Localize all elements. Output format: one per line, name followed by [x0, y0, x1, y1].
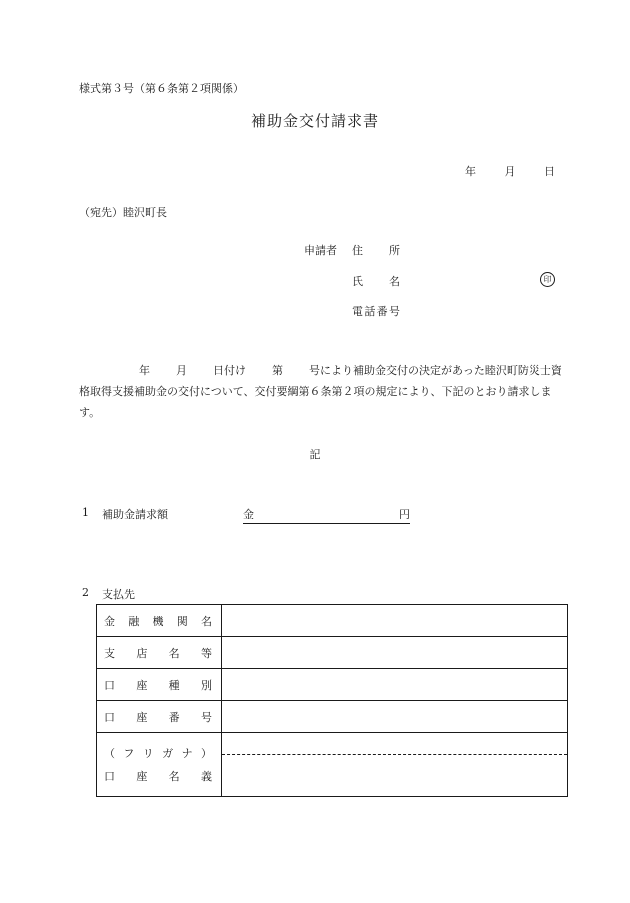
applicant-label: 申請者: [304, 244, 337, 257]
section1-label: 補助金請求額: [102, 508, 168, 521]
date-day: 日: [544, 165, 555, 178]
date-line: [465, 163, 555, 179]
table-row-account-type: [97, 669, 567, 701]
ki-heading: 記: [309, 448, 321, 461]
applicant-name-label: 氏 名: [352, 275, 400, 288]
label-branch-name: 支 店 名 等: [97, 637, 222, 668]
label-account-holder: [97, 733, 222, 796]
label-furigana: （ フ リ ガ ナ ）: [104, 747, 212, 760]
request-body-text: 年 月 日付け 第 号により補助金交付の決定があった睦沢町防災士資格取得支援補助金の交付について、交付要綱第６条第２項の規定により、下記のとおり請求します。: [79, 364, 562, 419]
furigana-divider: [222, 754, 567, 755]
payee-table: [96, 604, 568, 797]
amount-prefix: 金: [243, 508, 254, 521]
date-month: 月: [504, 165, 516, 178]
page-title: 補助金交付請求書: [250, 112, 379, 130]
table-row-account-number: [97, 701, 567, 733]
section2-number: 2: [82, 586, 89, 599]
label-bank-name: 金 融 機 関 名: [97, 605, 222, 636]
form-number: 様式第３号（第６条第２項関係）: [79, 82, 244, 95]
section1-number: 1: [82, 506, 89, 519]
addressee: （宛先）睦沢町長: [79, 206, 167, 219]
amount-suffix: 円: [399, 508, 410, 521]
applicant-address-label: 住 所: [352, 244, 400, 257]
applicant-phone-label: 電 話 番 号: [352, 305, 400, 318]
label-account-number: 口 座 番 号: [97, 701, 222, 732]
label-account-name: 口 座 名 義: [104, 770, 212, 783]
section2-label: 支払先: [102, 588, 135, 601]
table-row-account-holder: [97, 733, 567, 796]
amount-field[interactable]: [243, 506, 410, 524]
date-year: 年: [465, 165, 476, 178]
table-row-branch: [97, 637, 567, 669]
seal-mark: 印: [540, 272, 555, 287]
table-row-bank: [97, 605, 567, 637]
label-account-type: 口 座 種 別: [97, 669, 222, 700]
